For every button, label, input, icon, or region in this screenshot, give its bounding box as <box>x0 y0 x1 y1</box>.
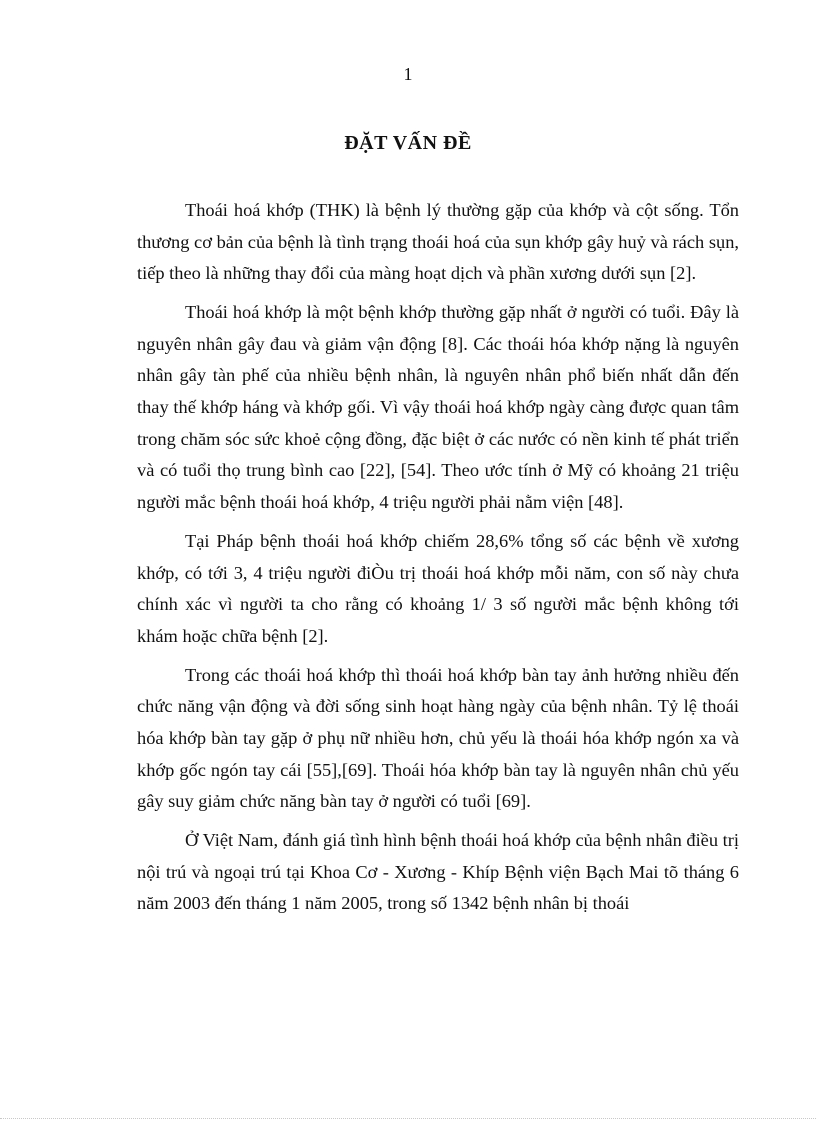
page-title: ĐẶT VẤN ĐỀ <box>344 132 472 154</box>
document-body <box>137 195 739 928</box>
paragraph: Trong các thoái hoá khớp thì thoái hoá khớp bàn tay ảnh hưởng nhiều đến chức năng vận động và đời sống sinh hoạt hàng ngày của bệnh nhân. Tỷ lệ thoái hóa khớp bàn tay gặp ở phụ nữ nhiều hơn, chủ yếu là thoái hóa khớp ngón xa và khớp gốc ngón tay cái [55],[69]. Thoái hóa khớp bàn tay là nguyên nhân chủ yếu gây suy giảm chức năng bàn tay ở người có tuổi [69]. <box>137 664 739 812</box>
paragraph: Thoái hoá khớp (THK) là bệnh lý thường gặp của khớp và cột sống. Tổn thương cơ bản của bệnh là tình trạng thoái hoá của sụn khớp gây huỷ và rách sụn, tiếp theo là những thay đổi của màng hoạt dịch và phần xương dưới sụn [2]. <box>137 200 739 284</box>
page-number: 1 <box>403 64 413 84</box>
paragraph: Ở Việt Nam, đánh giá tình hình bệnh thoái hoá khớp của bệnh nhân điều trị nội trú và ngoại trú tại Khoa Cơ - Xương - Khíp Bệnh viện Bạch Mai tõ tháng 6 năm 2003 đến tháng 1 năm 2005, trong số 1342 bệnh nhân bị thoái <box>137 830 739 914</box>
paragraph: Tại Pháp bệnh thoái hoá khớp chiếm 28,6% tổng số các bệnh về xương khớp, có tới 3, 4 triệu người điÒu trị thoái hoá khớp mỗi năm, con số này chưa chính xác vì người ta cho rằng có khoảng 1/ 3 số người mắc bệnh không tới khám hoặc chữa bệnh [2]. <box>137 530 739 646</box>
paragraph: Thoái hoá khớp là một bệnh khớp thường gặp nhất ở người có tuổi. Đây là nguyên nhân gây đau và giảm vận động [8]. Các thoái hóa khớp nặng là nguyên nhân gây tàn phế của nhiều bệnh nhân, là nguyên nhân phổ biến nhất dẫn đến thay thế khớp háng và khớp gối. Vì vậy thoái hoá khớp ngày càng được quan tâm trong chăm sóc sức khoẻ cộng đồng, đặc biệt ở các nước có nền kinh tế phát triển và có tuổi thọ trung bình cao [22], [54]. Theo ước tính ở Mỹ có khoảng 21 triệu người mắc bệnh thoái hoá khớp, 4 triệu người phải nằm viện [48]. <box>137 302 739 512</box>
page-bottom-divider <box>0 1118 816 1119</box>
